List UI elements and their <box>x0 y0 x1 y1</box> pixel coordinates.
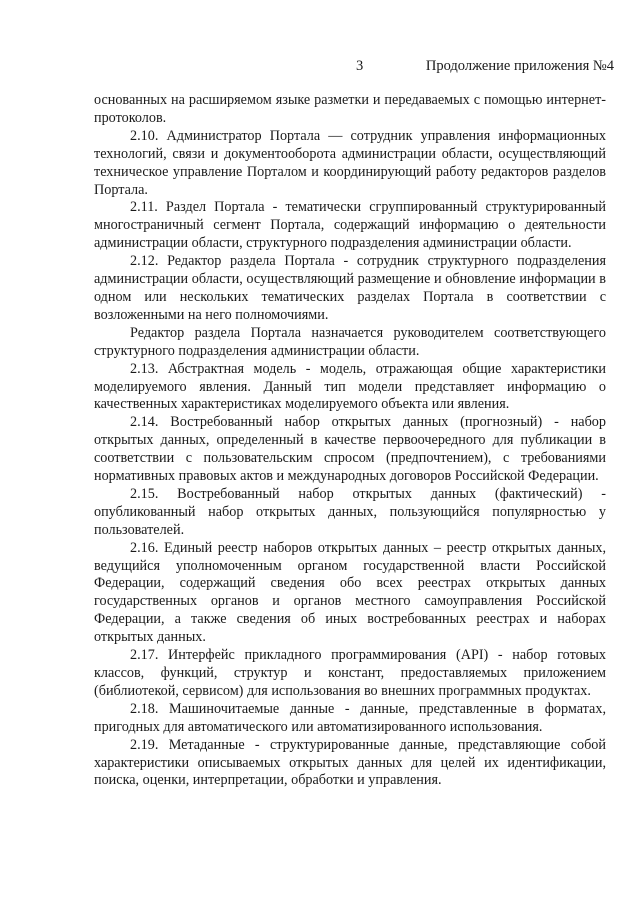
paragraph-continuation: основанных на расширяемом языке разметки и передаваемых с помощью интернет-протоколов. <box>94 92 606 126</box>
document-body <box>94 92 606 790</box>
paragraph-2-16: 2.16. Единый реестр наборов открытых данных – реестр открытых данных, ведущийся уполномоченным органом государственной власти Российской Федерации, содержащий сведения обо всех реестрах открытых данных государственных органов и органов местного самоуправления Российской Федерации, а также сведения об иных востребованных реестрах и наборах открытых данных. <box>94 539 606 646</box>
paragraph-2-12: 2.12. Редактор раздела Портала - сотрудник структурного подразделения администрации области, осуществляющий размещение и обновление информации в одном или нескольких тематических разделах Портала в соответствии с возложенными на него полномочиями. <box>94 253 606 323</box>
paragraph-2-17: 2.17. Интерфейс прикладного программирования (API) - набор готовых классов, функций, структур и констант, предоставляемых приложением (библиотекой, сервисом) для использования во внешних программных продуктах. <box>94 647 606 699</box>
page-number: 3 <box>356 58 364 74</box>
appendix-label: Продолжение приложения №4 <box>425 58 614 74</box>
paragraph-2-15: 2.15. Востребованный набор открытых данных (фактический) - опубликованный набор открытых данных, пользующийся популярностью у пользователей. <box>94 485 606 538</box>
paragraph-2-11: 2.11. Раздел Портала - тематически сгруппированный структурированный многостраничный сегмент Портала, содержащий информацию о деятельности администрации области, структурного подразделения администрации области. <box>94 199 606 252</box>
paragraph-2-12-editor: Редактор раздела Портала назначается руководителем соответствующего структурного подразделения администрации области. <box>94 324 606 359</box>
paragraph-2-13: 2.13. Абстрактная модель - модель, отражающая общие характеристики моделируемого явления. Данный тип модели представляет информацию о качественных характеристиках моделируемого объекта или явления. <box>94 360 606 413</box>
paragraph-2-18: 2.18. Машиночитаемые данные - данные, представленные в форматах, пригодных для автоматического или автоматизированного использования. <box>94 700 606 735</box>
paragraph-2-14: 2.14. Востребованный набор открытых данных (прогнозный) - набор открытых данных, определенный в качестве первоочередного для публикации в соответствии с пользовательским спросом (предпочтением), с требованиями нормативных правовых актов и международных договоров Российской Федерации. <box>94 414 606 485</box>
page-header <box>0 58 640 80</box>
paragraph-2-19: 2.19. Метаданные - структурированные данные, представляющие собой характеристики описываемых открытых данных для целей их идентификации, поиска, оценки, интерпретации, обработки и управления. <box>94 736 606 789</box>
paragraph-2-10: 2.10. Администратор Портала — сотрудник управления информационных технологий, связи и документооборота администрации области, осуществляющий техническое управление Порталом и координирующий работу редакторов разделов Портала. <box>94 127 606 198</box>
